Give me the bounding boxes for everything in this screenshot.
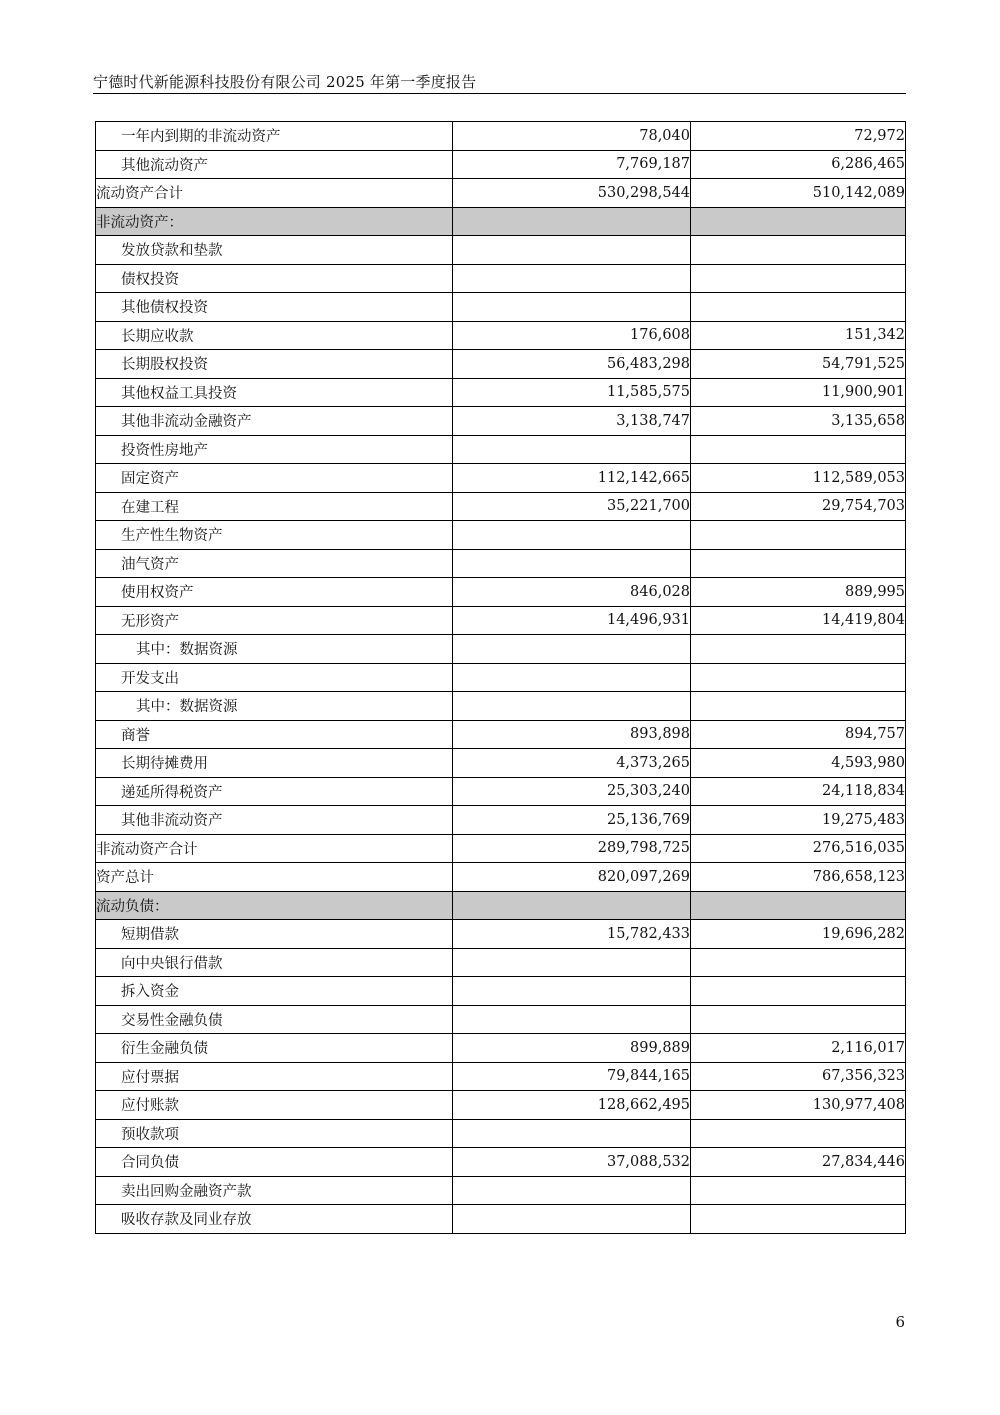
- prior-period-value: [691, 635, 906, 664]
- table-row: [96, 1148, 906, 1177]
- prior-period-value: [691, 293, 906, 322]
- current-period-value: 820,097,269: [453, 863, 691, 892]
- prior-period-value: [691, 521, 906, 550]
- row-label: 流动资产合计: [96, 179, 453, 208]
- row-label: 长期待摊费用: [96, 749, 453, 778]
- row-label: 投资性房地产: [96, 435, 453, 464]
- current-period-value: 78,040: [453, 122, 691, 151]
- row-label: 应付票据: [96, 1062, 453, 1091]
- current-period-value: 289,798,725: [453, 834, 691, 863]
- table-row: [96, 749, 906, 778]
- prior-period-value: 510,142,089: [691, 179, 906, 208]
- row-label: 短期借款: [96, 920, 453, 949]
- current-period-value: 15,782,433: [453, 920, 691, 949]
- prior-period-value: [691, 891, 906, 920]
- current-period-value: [453, 948, 691, 977]
- current-period-value: 11,585,575: [453, 378, 691, 407]
- row-label: 使用权资产: [96, 578, 453, 607]
- table-row: [96, 1091, 906, 1120]
- current-period-value: 3,138,747: [453, 407, 691, 436]
- row-label: 合同负债: [96, 1148, 453, 1177]
- table-row: [96, 863, 906, 892]
- row-label: 其中：数据资源: [96, 692, 453, 721]
- prior-period-value: [691, 977, 906, 1006]
- current-period-value: 25,136,769: [453, 806, 691, 835]
- table-row: [96, 350, 906, 379]
- row-label: 拆入资金: [96, 977, 453, 1006]
- row-label: 长期股权投资: [96, 350, 453, 379]
- table-row: [96, 948, 906, 977]
- row-label: 生产性生物资产: [96, 521, 453, 550]
- current-period-value: [453, 635, 691, 664]
- row-label: 递延所得税资产: [96, 777, 453, 806]
- row-label: 其他债权投资: [96, 293, 453, 322]
- prior-period-value: [691, 549, 906, 578]
- table-row: [96, 635, 906, 664]
- table-row: [96, 692, 906, 721]
- table-row: [96, 578, 906, 607]
- prior-period-value: [691, 435, 906, 464]
- current-period-value: [453, 692, 691, 721]
- table-row: [96, 549, 906, 578]
- row-label: 其中：数据资源: [96, 635, 453, 664]
- prior-period-value: 4,593,980: [691, 749, 906, 778]
- current-period-value: 37,088,532: [453, 1148, 691, 1177]
- prior-period-value: 24,118,834: [691, 777, 906, 806]
- prior-period-value: [691, 692, 906, 721]
- table-row: [96, 663, 906, 692]
- table-row: [96, 464, 906, 493]
- prior-period-value: 29,754,703: [691, 492, 906, 521]
- prior-period-value: 894,757: [691, 720, 906, 749]
- current-period-value: 56,483,298: [453, 350, 691, 379]
- row-label: 资产总计: [96, 863, 453, 892]
- row-label: 开发支出: [96, 663, 453, 692]
- row-label: 长期应收款: [96, 321, 453, 350]
- prior-period-value: 6,286,465: [691, 150, 906, 179]
- table-row: [96, 977, 906, 1006]
- prior-period-value: [691, 1176, 906, 1205]
- page-number: 6: [895, 1313, 905, 1331]
- current-period-value: 530,298,544: [453, 179, 691, 208]
- current-period-value: [453, 435, 691, 464]
- current-period-value: [453, 663, 691, 692]
- row-label: 发放贷款和垫款: [96, 236, 453, 265]
- current-period-value: 79,844,165: [453, 1062, 691, 1091]
- table-row: [96, 435, 906, 464]
- row-label: 交易性金融负债: [96, 1005, 453, 1034]
- current-period-value: [453, 1119, 691, 1148]
- current-period-value: 25,303,240: [453, 777, 691, 806]
- table-row: [96, 1062, 906, 1091]
- prior-period-value: [691, 236, 906, 265]
- current-period-value: 128,662,495: [453, 1091, 691, 1120]
- table-row: [96, 1034, 906, 1063]
- table-row: [96, 777, 906, 806]
- table-row: [96, 207, 906, 236]
- row-label: 其他流动资产: [96, 150, 453, 179]
- table-row: [96, 1005, 906, 1034]
- table-row: [96, 321, 906, 350]
- prior-period-value: 151,342: [691, 321, 906, 350]
- prior-period-value: 112,589,053: [691, 464, 906, 493]
- prior-period-value: [691, 1119, 906, 1148]
- prior-period-value: 27,834,446: [691, 1148, 906, 1177]
- row-label: 流动负债：: [96, 891, 453, 920]
- table-row: [96, 378, 906, 407]
- row-label: 预收款项: [96, 1119, 453, 1148]
- table-row: [96, 834, 906, 863]
- row-label: 非流动资产：: [96, 207, 453, 236]
- current-period-value: [453, 977, 691, 1006]
- current-period-value: [453, 1176, 691, 1205]
- table-row: [96, 1205, 906, 1234]
- prior-period-value: 130,977,408: [691, 1091, 906, 1120]
- current-period-value: 4,373,265: [453, 749, 691, 778]
- table-row: [96, 407, 906, 436]
- table-row: [96, 1119, 906, 1148]
- row-label: 油气资产: [96, 549, 453, 578]
- current-period-value: [453, 293, 691, 322]
- current-period-value: [453, 1205, 691, 1234]
- table-row: [96, 606, 906, 635]
- current-period-value: 899,889: [453, 1034, 691, 1063]
- row-label: 其他非流动资产: [96, 806, 453, 835]
- current-period-value: 112,142,665: [453, 464, 691, 493]
- table-row: [96, 179, 906, 208]
- table-row: [96, 920, 906, 949]
- row-label: 衍生金融负债: [96, 1034, 453, 1063]
- current-period-value: [453, 891, 691, 920]
- row-label: 卖出回购金融资产款: [96, 1176, 453, 1205]
- row-label: 一年内到期的非流动资产: [96, 122, 453, 151]
- row-label: 非流动资产合计: [96, 834, 453, 863]
- table-row: [96, 720, 906, 749]
- current-period-value: [453, 264, 691, 293]
- table-row: [96, 293, 906, 322]
- current-period-value: 35,221,700: [453, 492, 691, 521]
- table-row: [96, 122, 906, 151]
- prior-period-value: 67,356,323: [691, 1062, 906, 1091]
- row-label: 债权投资: [96, 264, 453, 293]
- table-row: [96, 236, 906, 265]
- table-row: [96, 806, 906, 835]
- header-divider: [93, 93, 906, 94]
- balance-sheet-body: [96, 122, 906, 1234]
- table-row: [96, 1176, 906, 1205]
- prior-period-value: [691, 948, 906, 977]
- row-label: 在建工程: [96, 492, 453, 521]
- table-row: [96, 264, 906, 293]
- prior-period-value: 19,275,483: [691, 806, 906, 835]
- current-period-value: 846,028: [453, 578, 691, 607]
- prior-period-value: 889,995: [691, 578, 906, 607]
- current-period-value: [453, 207, 691, 236]
- current-period-value: [453, 549, 691, 578]
- prior-period-value: [691, 207, 906, 236]
- row-label: 应付账款: [96, 1091, 453, 1120]
- prior-period-value: [691, 1005, 906, 1034]
- current-period-value: [453, 236, 691, 265]
- current-period-value: 176,608: [453, 321, 691, 350]
- prior-period-value: [691, 264, 906, 293]
- current-period-value: 893,898: [453, 720, 691, 749]
- table-row: [96, 521, 906, 550]
- table-row: [96, 891, 906, 920]
- prior-period-value: 11,900,901: [691, 378, 906, 407]
- current-period-value: [453, 1005, 691, 1034]
- current-period-value: [453, 521, 691, 550]
- row-label: 固定资产: [96, 464, 453, 493]
- row-label: 商誉: [96, 720, 453, 749]
- table-row: [96, 150, 906, 179]
- prior-period-value: 19,696,282: [691, 920, 906, 949]
- report-header-title: 宁德时代新能源科技股份有限公司 2025 年第一季度报告: [93, 73, 477, 91]
- row-label: 其他权益工具投资: [96, 378, 453, 407]
- row-label: 无形资产: [96, 606, 453, 635]
- prior-period-value: 2,116,017: [691, 1034, 906, 1063]
- row-label: 吸收存款及同业存放: [96, 1205, 453, 1234]
- table-row: [96, 492, 906, 521]
- balance-sheet-table: [95, 121, 906, 1234]
- prior-period-value: 3,135,658: [691, 407, 906, 436]
- prior-period-value: [691, 1205, 906, 1234]
- prior-period-value: 786,658,123: [691, 863, 906, 892]
- prior-period-value: 276,516,035: [691, 834, 906, 863]
- prior-period-value: 72,972: [691, 122, 906, 151]
- row-label: 其他非流动金融资产: [96, 407, 453, 436]
- current-period-value: 14,496,931: [453, 606, 691, 635]
- current-period-value: 7,769,187: [453, 150, 691, 179]
- prior-period-value: [691, 663, 906, 692]
- prior-period-value: 14,419,804: [691, 606, 906, 635]
- prior-period-value: 54,791,525: [691, 350, 906, 379]
- row-label: 向中央银行借款: [96, 948, 453, 977]
